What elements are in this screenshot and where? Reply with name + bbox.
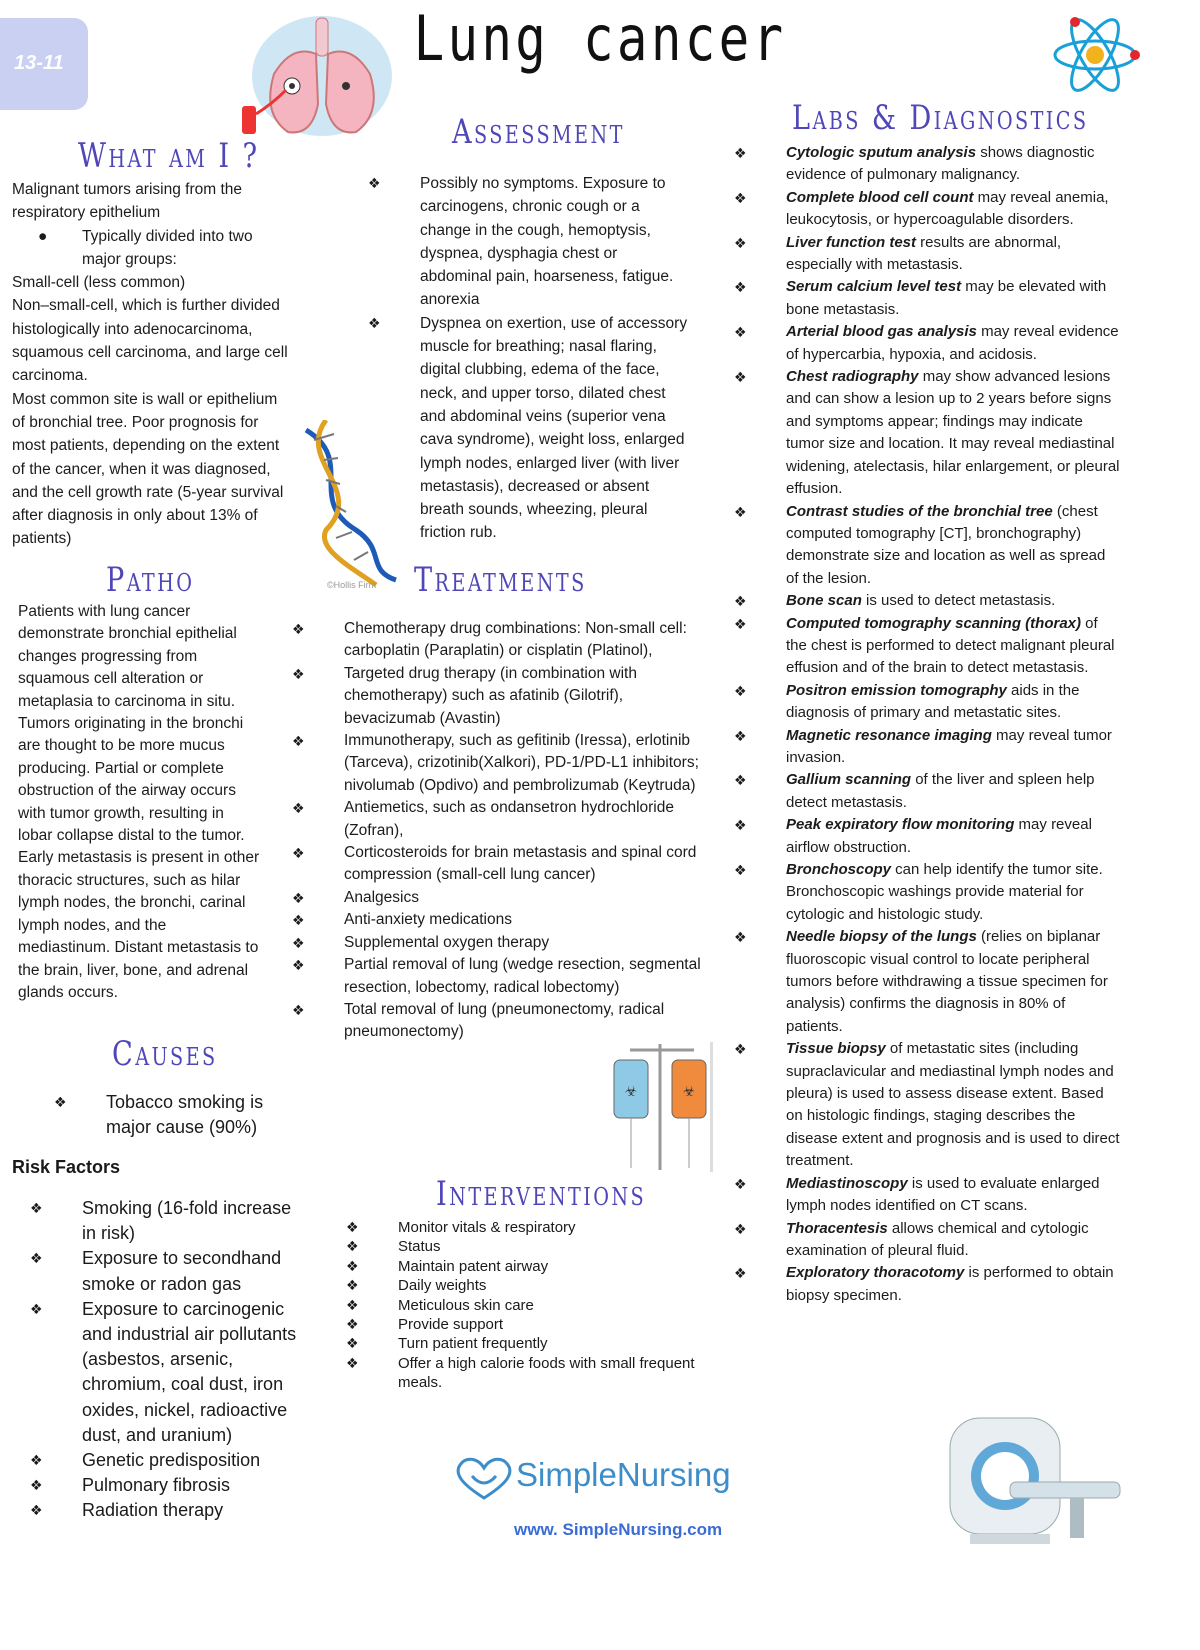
term-description: may reveal evidence of hypercarbia, hypoxia, and acidosis. (786, 323, 1119, 363)
diamond-bullet-icon: ❖ (30, 1300, 43, 1317)
term-description: results are abnormal, especially with metastasis. (786, 233, 1062, 274)
risk-factor-item (30, 1498, 298, 1523)
page-badge: 13-11 (0, 18, 88, 110)
intervention-item (346, 1315, 718, 1334)
treatment-item (292, 618, 712, 663)
dna-credit: ©Hollis Firm (327, 580, 377, 590)
risk-factor-item (30, 1297, 298, 1448)
cause-item: ❖ Tobacco smoking is major cause (90%) (54, 1092, 264, 1137)
patho-text: Patients with lung cancer demonstrate bronchial epithelial changes progressing from squamous cell alteration or metaplasia to carcinoma in situ. Tumors originating in the bronchi are thought to be more mucus producing. Partial or complete obstruction of the airway occurs with tumor growth, resulting in lobar collapse distal to the tumor. Early metastasis is present in other thoracic structures, such as hilar lymph nodes, the bronchi, carinal lymph nodes, and the mediastinum. Distant metastasis to the brain, liver, bone, and adrenal glands occurs. (18, 603, 260, 1001)
causes-heading: Causes (112, 1034, 218, 1074)
intervention-item-text: Offer a high calorie foods with small frequent meals. (398, 1354, 695, 1392)
risk-factors-list (30, 1196, 298, 1524)
intervention-item-text: Meticulous skin care (398, 1296, 534, 1314)
term: Mediastinoscopy (786, 1174, 908, 1192)
labs-item (734, 501, 1120, 591)
assessment-list (368, 172, 688, 545)
labs-item (734, 321, 1120, 366)
what-line: Non–small-cell, which is further divided histologically into adenocarcinoma, squamous cell carcinoma, and large cell carcinoma. (12, 297, 288, 385)
treatments-list (292, 618, 712, 1044)
diamond-bullet-icon: ❖ (734, 1220, 747, 1237)
diamond-bullet-icon: ❖ (346, 1257, 359, 1274)
diamond-bullet-icon: ❖ (292, 1001, 305, 1018)
diamond-bullet-icon: ❖ (346, 1238, 359, 1255)
labs-item (734, 680, 1120, 725)
diamond-bullet-icon: ❖ (734, 145, 747, 161)
diamond-bullet-icon: ❖ (734, 727, 747, 744)
risk-factor-item-text: Exposure to secondhand smoke or radon gas (82, 1248, 282, 1294)
treatment-item-text: Total removal of lung (pneumonectomy, radical pneumonectomy) (344, 1000, 665, 1041)
bullet-dot-icon: ● (38, 227, 48, 245)
what-line: Most common site is wall or epithelium of bronchial tree. Poor prognosis for most patients, depending on the extent of the cancer, when it was diagnosed, and the cell growth rate (5-year survival after diagnosis in only about 13% of patients) (12, 390, 284, 548)
treatment-item (292, 663, 712, 730)
svg-text:☣: ☣ (682, 1083, 696, 1099)
labs-item (734, 926, 1120, 1038)
diamond-bullet-icon: ❖ (292, 912, 305, 929)
diamond-bullet-icon: ❖ (734, 234, 747, 251)
diamond-bullet-icon: ❖ (346, 1316, 359, 1333)
assessment-heading: Assessment (452, 112, 625, 152)
diamond-bullet-icon: ❖ (734, 189, 747, 206)
diamond-bullet-icon: ❖ (30, 1200, 43, 1216)
diamond-bullet-icon: ❖ (292, 621, 305, 637)
labs-item (734, 590, 1120, 612)
diamond-bullet-icon: ❖ (346, 1335, 359, 1352)
diamond-bullet-icon: ❖ (292, 665, 305, 682)
diamond-bullet-icon: ❖ (292, 800, 305, 817)
labs-heading: Labs & Diagnostics (792, 98, 1089, 138)
treatment-item (292, 730, 712, 797)
what-heading: What am I ? (78, 136, 260, 176)
logo-url[interactable]: www. SimpleNursing.com (514, 1520, 723, 1539)
labs-item (734, 232, 1120, 277)
intervention-item-text: Provide support (398, 1316, 504, 1334)
labs-item (734, 725, 1120, 770)
treatment-item-text: Analgesics (344, 888, 419, 906)
risk-factors-title: Risk Factors (12, 1157, 121, 1177)
term-description: (chest computed tomography [CT], bronchography) demonstrate size and location as well as spread of the lesion. (786, 502, 1106, 587)
term-description: can help identify the tumor site. Bronchoscopic washings provide material for cytologic and histologic study. (786, 861, 1103, 923)
term: Chest radiography (786, 368, 919, 386)
intervention-item-text: Monitor vitals & respiratory (398, 1219, 576, 1236)
treatment-item (292, 842, 712, 887)
intervention-item (346, 1354, 718, 1393)
diamond-bullet-icon: ❖ (734, 324, 747, 341)
term-description: (relies on biplanar fluoroscopic visual control to locate peripheral tumors before withdrawing a tissue specimen for analysis) confirms the diagnosis in 80% of patients. (786, 928, 1108, 1035)
term: Cytologic sputum analysis (786, 144, 977, 161)
labs-item (734, 366, 1120, 500)
term: Liver function test (786, 233, 917, 251)
labs-item (734, 1173, 1120, 1218)
what-bullet (12, 225, 262, 272)
labs-item (734, 276, 1120, 321)
diamond-bullet-icon: ❖ (346, 1354, 359, 1371)
term-description: of the chest is performed to detect malignant pleural effusion and of the brain to detect metastasis. (786, 614, 1115, 677)
intervention-item (346, 1334, 718, 1353)
treatment-item-text: Supplemental oxygen therapy (344, 933, 550, 951)
diamond-bullet-icon: ❖ (734, 503, 747, 520)
term: Thoracentesis (786, 1219, 888, 1237)
diamond-bullet-icon: ❖ (292, 889, 305, 906)
interventions-list (346, 1218, 718, 1393)
diamond-bullet-icon: ❖ (734, 593, 747, 610)
treatment-item-text: Chemotherapy drug combinations: Non-small cell: carboplatin (Paraplatin) or cisplatin (Platinol), (344, 620, 687, 660)
treatment-item-text: Targeted drug therapy (in combination with chemotherapy) such as afatinib (Gilotrif), bevacizumab (Avastin) (344, 664, 637, 727)
term: Gallium scanning (786, 771, 912, 789)
assessment-item: ❖ Dyspnea on exertion, use of accessory muscle for breathing; nasal flaring, digital clubbing, edema of the face, neck, and upper torso, dilated chest and abdominal veins (superior vena cava syndrome), weight loss, enlarged lymph nodes, enlarged liver (with liver metastasis), decreased or absent breath sounds, wheezing, pleural friction rub. (368, 312, 688, 545)
diamond-bullet-icon: ❖ (368, 314, 381, 331)
term-description: may reveal tumor invasion. (786, 726, 1112, 766)
diamond-bullet-icon: ❖ (30, 1477, 43, 1494)
causes-list (54, 1090, 284, 1140)
intervention-item (346, 1276, 718, 1295)
intervention-item (346, 1257, 718, 1276)
iv-bags-illustration (610, 1042, 726, 1172)
diamond-bullet-icon: ❖ (734, 772, 747, 789)
risk-factor-item-text: Smoking (16-fold increase in risk) (82, 1198, 292, 1244)
treatment-item (292, 954, 712, 999)
intervention-item-text: Status (398, 1238, 441, 1256)
svg-text:☣: ☣ (624, 1083, 638, 1099)
treatments-heading: Treatments (414, 560, 587, 600)
treatment-item (292, 797, 712, 842)
labs-item (734, 187, 1120, 232)
term-description: of metastatic sites (including supraclavicular and mediastinal lymph nodes and pleura) is used to assess disease extent. Based on histologic findings, staging describes the disease extent and prognosis and is used to direct treatment. (786, 1040, 1120, 1170)
diamond-bullet-icon: ❖ (30, 1250, 43, 1267)
term: Contrast studies of the bronchial tree (786, 502, 1053, 520)
labs-list (734, 142, 1120, 1307)
risk-factor-item (30, 1196, 298, 1246)
treatment-item (292, 887, 712, 909)
treatment-item (292, 932, 712, 954)
diamond-bullet-icon: ❖ (734, 1041, 747, 1058)
term-description: of the liver and spleen help detect metastasis. (786, 771, 1095, 811)
term: Positron emission tomography (786, 681, 1007, 699)
diamond-bullet-icon: ❖ (292, 957, 305, 974)
diamond-bullet-icon: ❖ (734, 369, 747, 386)
page-title: Lung cancer (413, 2, 787, 75)
lungs-illustration (232, 14, 394, 140)
labs-item (734, 1218, 1120, 1263)
treatment-item-text: Anti-anxiety medications (344, 911, 512, 929)
labs-item (734, 769, 1120, 814)
term-description: may reveal airflow obstruction. (786, 816, 1092, 856)
treatment-item (292, 909, 712, 931)
term-description: is performed to obtain biopsy specimen. (786, 1264, 1114, 1304)
diamond-bullet-icon: ❖ (346, 1219, 359, 1235)
labs-item (734, 859, 1120, 926)
term-description: is used to evaluate enlarged lymph nodes identified on CT scans. (786, 1174, 1100, 1215)
term: Magnetic resonance imaging (786, 726, 992, 744)
term: Arterial blood gas analysis (786, 323, 977, 341)
term-description: shows diagnostic evidence of pulmonary malignancy. (786, 144, 1095, 184)
term-description: aids in the diagnosis of primary and metastatic sites. (786, 681, 1080, 722)
risk-factor-item-text: Pulmonary fibrosis (82, 1475, 231, 1496)
intervention-item (346, 1296, 718, 1315)
diamond-bullet-icon: ❖ (734, 862, 747, 878)
term: Computed tomography scanning (thorax) (786, 614, 1082, 632)
labs-item (734, 613, 1120, 680)
term: Tissue biopsy (786, 1040, 886, 1058)
intervention-item (346, 1218, 718, 1237)
diamond-bullet-icon: ❖ (734, 682, 747, 699)
diamond-bullet-icon: ❖ (734, 817, 747, 834)
diamond-bullet-icon: ❖ (734, 1265, 747, 1282)
what-bullet-text: Typically divided into two major groups: (82, 227, 253, 268)
risk-factor-item (30, 1448, 298, 1473)
diamond-bullet-icon: ❖ (368, 175, 381, 191)
mri-scanner-illustration (930, 1408, 1130, 1558)
diamond-bullet-icon: ❖ (346, 1296, 359, 1313)
diamond-bullet-icon: ❖ (292, 845, 305, 862)
diamond-bullet-icon: ❖ (54, 1094, 67, 1110)
term: Bone scan (786, 592, 862, 610)
logo-name: SimpleNursing (516, 1456, 731, 1493)
diamond-bullet-icon: ❖ (292, 733, 305, 750)
intervention-item (346, 1237, 718, 1256)
risk-factor-item-text: Radiation therapy (82, 1500, 224, 1521)
treatment-item-text: Partial removal of lung (wedge resection, segmental resection, lobectomy, radical lobectomy) (344, 956, 701, 996)
diamond-bullet-icon: ❖ (30, 1502, 43, 1519)
risk-factor-item-text: Genetic predisposition (82, 1450, 261, 1471)
treatment-item (292, 999, 712, 1044)
term: Complete blood cell count (786, 188, 974, 206)
risk-factor-item (30, 1246, 298, 1296)
what-line: Small-cell (less common) (12, 274, 186, 292)
risk-factor-item (30, 1473, 298, 1498)
diamond-bullet-icon: ❖ (292, 934, 305, 951)
diamond-bullet-icon: ❖ (734, 929, 747, 946)
diamond-bullet-icon: ❖ (346, 1277, 359, 1294)
intervention-item-text: Daily weights (398, 1277, 487, 1295)
term: Exploratory thoracotomy (786, 1264, 965, 1282)
labs-item (734, 1262, 1120, 1307)
heart-stethoscope-icon (452, 1456, 516, 1502)
term-description: allows chemical and cytologic examination of pleural fluid. (786, 1219, 1089, 1259)
diamond-bullet-icon: ❖ (734, 615, 747, 632)
term-description: is used to detect metastasis. (861, 592, 1056, 610)
labs-item (734, 814, 1120, 859)
what-intro: Malignant tumors arising from the respiratory epithelium (12, 181, 243, 222)
treatment-item-text: Antiemetics, such as ondansetron hydrochloride (Zofran), (344, 799, 674, 839)
interventions-heading: Interventions (436, 1174, 647, 1214)
term: Peak expiratory flow monitoring (786, 816, 1015, 834)
atom-icon (1050, 10, 1140, 100)
term-description: may show advanced lesions and can show a lesion up to 2 years before signs and symptoms appear; findings may indicate tumor size and location. It may reveal mediastinal widening, atelectasis, hilar enlargement, or pleural effusion. (786, 368, 1120, 498)
diamond-bullet-icon: ❖ (734, 279, 747, 296)
labs-item (734, 1038, 1120, 1172)
treatment-item-text: Corticosteroids for brain metastasis and spinal cord compression (small-cell lung cancer) (344, 844, 697, 884)
assessment-item: ❖ Possibly no symptoms. Exposure to carcinogens, chronic cough or a change in the cough, hemoptysis, dyspnea, dysphagia chest or abdominal pain, hoarseness, fatigue. anorexia (368, 172, 688, 312)
term-description: may be elevated with bone metastasis. (786, 278, 1107, 318)
diamond-bullet-icon: ❖ (30, 1452, 43, 1469)
patho-heading: Patho (106, 560, 195, 600)
diamond-bullet-icon: ❖ (734, 1175, 747, 1192)
term: Serum calcium level test (786, 278, 962, 296)
term: Bronchoscopy (786, 861, 892, 878)
what-section (12, 178, 292, 551)
intervention-item-text: Maintain patent airway (398, 1257, 549, 1275)
term-description: may reveal anemia, leukocytosis, or hypercoagulable disorders. (786, 188, 1109, 229)
term: Needle biopsy of the lungs (786, 928, 977, 946)
labs-item (734, 142, 1120, 187)
treatment-item-text: Immunotherapy, such as gefitinib (Iressa), erlotinib (Tarceva), crizotinib(Xalkori), PD-1/PD-L1 inhibitors; nivolumab (Opdivo) and pembrolizumab (Keytruda) (344, 732, 699, 794)
intervention-item-text: Turn patient frequently (398, 1335, 548, 1353)
risk-factor-item-text: Exposure to carcinogenic and industrial air pollutants (asbestos, arsenic, chromium, coal dust, iron oxides, nickel, radioactive dust, and uranium) (82, 1298, 297, 1445)
